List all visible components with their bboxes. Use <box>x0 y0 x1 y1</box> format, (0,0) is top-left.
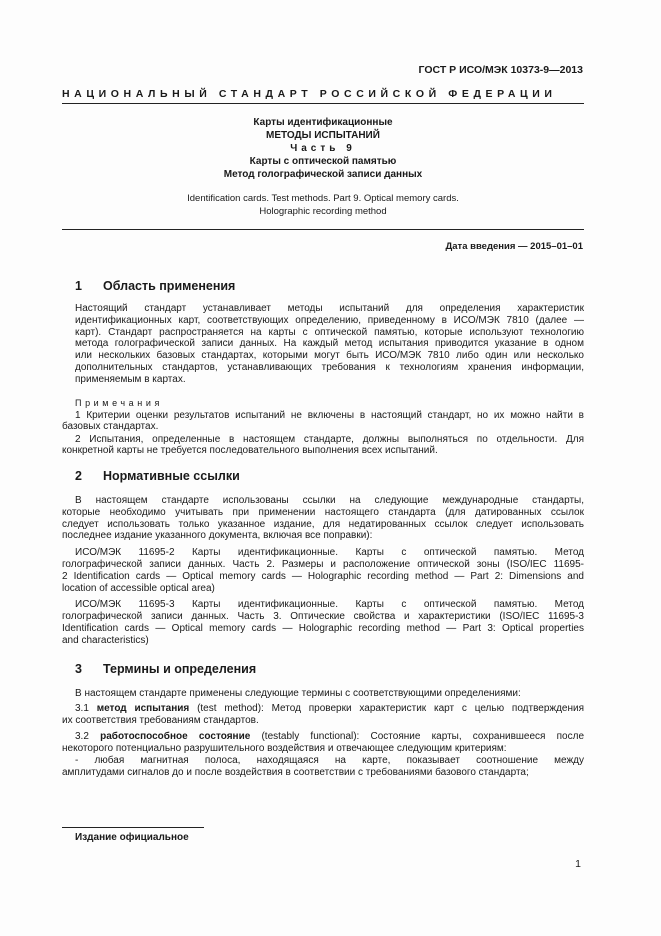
s1-p1-line-1: идентификационных карт, соответствующих определению, приведенному в ИСО/МЭК 7810 (далее — <box>75 315 584 326</box>
s2-p1-line-1: которые необходимо учитывать при применении настоящего стандарта (для датированных ссылок <box>62 507 584 518</box>
notes-heading: Примечания <box>75 398 163 408</box>
official-edition: Издание официальное <box>75 832 189 843</box>
s1-p1-line-3: метода голографической записи данных. На каждый метод испытания приводится указание в одном <box>75 338 584 349</box>
section-3-title: Термины и определения <box>103 662 257 676</box>
section-2-title: Нормативные ссылки <box>103 469 240 483</box>
s2-ref2-line-3: and characteristics) <box>62 635 149 646</box>
english-title-line-1: Identification cards. Test methods. Part 9. Optical memory cards. <box>187 193 459 204</box>
s2-ref1-line-3: location of accessible optical area) <box>62 583 215 594</box>
term-testably-functional: работоспособное состояние <box>100 731 251 742</box>
title-block <box>62 116 584 181</box>
s1-p1-line-0: Настоящий стандарт устанавливает методы испытаний для определения характеристик <box>75 303 584 314</box>
s3-term2-item-line-1: амплитудами сигналов до и после воздействия в соответствии с требованиями базового стандарта; <box>62 767 529 778</box>
s2-ref2-line-1: голографической записи данных. Часть 3. Оптические свойства и характеристики (ISO/IEC 11695-3 <box>62 611 584 622</box>
title-rule <box>62 229 584 230</box>
english-title <box>62 192 584 218</box>
section-3-heading <box>75 662 256 676</box>
s2-p1-line-0: В настоящем стандарте использованы ссылки на следующие международные стандарты, <box>75 495 584 506</box>
header-rule <box>62 103 584 104</box>
doc-code: ГОСТ Р ИСО/МЭК 10373-9—2013 <box>418 64 583 76</box>
s2-ref2-line-0: ИСО/МЭК 11695-3 Карты идентификационные. Карты с оптической памятью. Метод <box>75 599 584 610</box>
section-1-title: Область применения <box>103 279 236 293</box>
english-title-line-2: Holographic recording method <box>259 206 387 217</box>
s1-p1-line-6: применяемым в картах. <box>75 374 186 385</box>
s3-intro: В настоящем стандарте применены следующие термины с соответствующими определениями: <box>75 688 521 699</box>
s1-p1-line-2: карт). Стандарт распространяется на карты с оптической памятью, которые используют технологию <box>75 327 584 338</box>
s1-note2-line-0: 2 Испытания, определенные в настоящем стандарте, должны выполняться по отдельности. Для <box>75 434 584 445</box>
section-2-heading <box>75 469 240 483</box>
section-1-number: 1 <box>75 279 82 293</box>
s3-term2-line-0: 3.2 работоспособное состояние (testably functional): Состояние карты, сохранившееся после <box>75 731 585 742</box>
title-line-1: Карты идентификационные <box>253 117 393 128</box>
s1-note2-line-1: конкретной карты не требуется последовательного выполнения всех испытаний. <box>62 445 438 456</box>
footer-rule <box>62 827 204 828</box>
s2-ref1-line-1: голографической записи данных. Часть 2. Размеры и расположение оптической зоны (ISO/IEC 11695- <box>62 559 584 570</box>
page-number: 1 <box>575 858 581 870</box>
title-line-5: Метод голографической записи данных <box>223 169 423 180</box>
term-test-method: метод испытания <box>96 703 190 714</box>
title-line-4: Карты с оптической памятью <box>249 156 397 167</box>
s3-term2-item-line-0: - любая магнитная полоса, находящаяся на карте, показывает соотношение между <box>75 755 584 766</box>
s3-term1-line-1: их соответствия требованиям стандартов. <box>62 715 259 726</box>
s3-term2-line-1: некоторого потенциально разрушительного воздействия и отвечающее следующим критериям: <box>62 743 507 754</box>
national-standard-heading: НАЦИОНАЛЬНЫЙ СТАНДАРТ РОССИЙСКОЙ ФЕДЕРАЦИИ <box>62 88 557 100</box>
s2-ref1-line-0: ИСО/МЭК 11695-2 Карты идентификационные. Карты с оптической памятью. Метод <box>75 547 584 558</box>
s1-p1-line-4: или нескольких базовых стандартах, которыми могут быть ИСО/МЭК 7810 либо один или несколько <box>75 350 584 361</box>
s3-term1-line-0: 3.1 метод испытания (test method): Метод проверки характеристик карт с целью подтверждения <box>75 703 585 714</box>
section-1-heading <box>75 279 235 293</box>
s2-p1-line-3: последнее издание указанного документа, включая все поправки): <box>62 530 373 541</box>
s1-p1-line-5: дополнительных стандартов, устанавливающих требования к технологиям хранения информации, <box>75 362 584 373</box>
section-3-number: 3 <box>75 662 82 676</box>
s2-p1-line-2: следует использовать только указанное издание, для недатированных ссылок следует использовать <box>62 519 584 530</box>
section-2-number: 2 <box>75 469 82 483</box>
title-line-2: МЕТОДЫ ИСПЫТАНИЙ <box>266 130 380 141</box>
s1-note1-line-1: базовых стандартах. <box>62 421 159 432</box>
s2-ref2-line-2: Identification cards — Optical memory cards — Holographic recording method — Part 3: Optical properties <box>62 623 584 634</box>
s2-ref1-line-2: 2 Identification cards — Optical memory cards — Holographic recording method — Part 2: Dimensions and <box>62 571 584 582</box>
introduction-date: Дата введения — 2015–01–01 <box>445 241 583 252</box>
s1-note1-line-0: 1 Критерии оценки результатов испытаний не включены в настоящий стандарт, но их можно найти в <box>75 410 584 421</box>
title-line-3: Часть 9 <box>290 143 356 154</box>
